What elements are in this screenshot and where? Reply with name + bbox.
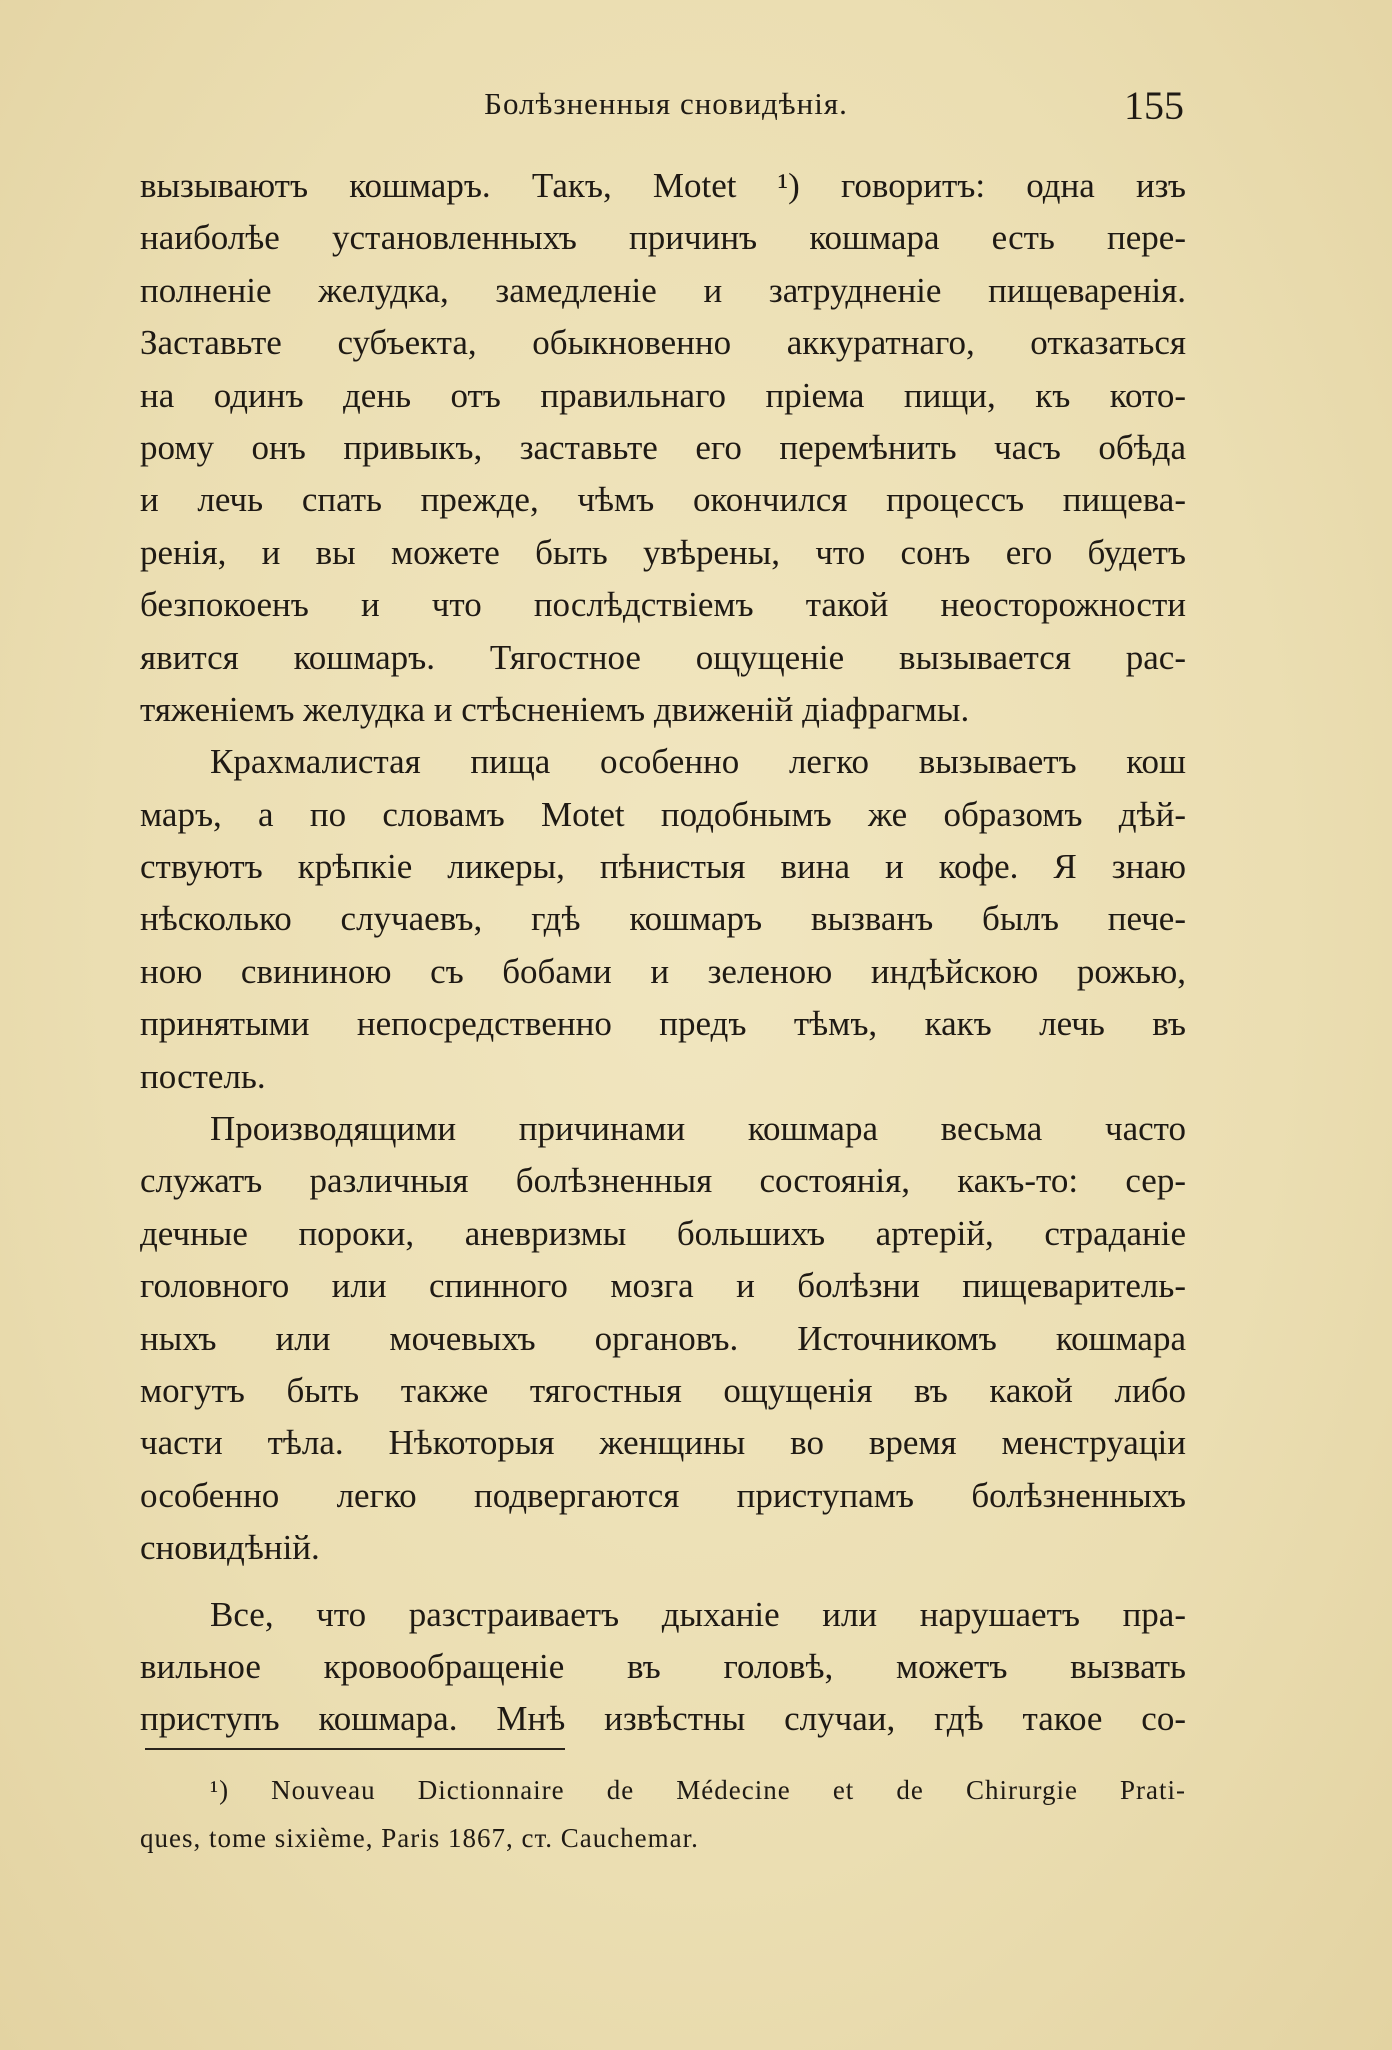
page-number: 155 bbox=[1124, 83, 1184, 128]
text-line: Все, что разстраиваетъ дыханіе или нарушаетъ пра- bbox=[210, 1594, 1186, 1634]
text-line: полненіе желудка, замедленіе и затрудненіе пищеваренія. bbox=[140, 270, 1186, 310]
text-line: особенно легко подвергаются приступамъ болѣзненныхъ bbox=[140, 1475, 1186, 1515]
footnote-line: ¹) Nouveau Dictionnaire de Médecine et de Chirurgie Prati- bbox=[210, 1775, 1186, 1805]
text-line: Крахмалистая пища особенно легко вызываетъ кош bbox=[210, 742, 1186, 782]
text-line: Заставьте субъекта, обыкновенно аккуратнаго, отказаться bbox=[140, 323, 1186, 363]
text-line: дечные пороки, аневризмы большихъ артерій, страданіе bbox=[140, 1213, 1186, 1253]
footnote-line: ques, tome sixième, Paris 1867, ст. Cauchemar. bbox=[140, 1823, 699, 1853]
text-line: принятыми непосредственно предъ тѣмъ, какъ лечь въ bbox=[140, 1004, 1186, 1044]
text-line: могутъ быть также тягостныя ощущенія въ какой либо bbox=[140, 1370, 1186, 1410]
text-line: нѣсколько случаевъ, гдѣ кошмаръ вызванъ былъ пече- bbox=[140, 899, 1186, 939]
text-line: безпокоенъ и что послѣдствіемъ такой неосторожности bbox=[140, 585, 1186, 625]
text-line: сновидѣній. bbox=[140, 1528, 320, 1568]
running-title: Болѣзненныя сновидѣнія. bbox=[484, 86, 848, 121]
text-line: части тѣла. Нѣкоторыя женщины во время менструаціи bbox=[140, 1423, 1186, 1463]
text-line: рому онъ привыкъ, заставьте его перемѣнить часъ обѣда bbox=[140, 427, 1186, 467]
text-line: приступъ кошмара. Мнѣ извѣстны случаи, гдѣ такое со- bbox=[140, 1699, 1186, 1739]
text-line: на одинъ день отъ правильнаго пріема пищи, къ кото- bbox=[140, 375, 1186, 415]
text-line: головного или спинного мозга и болѣзни пищеваритель- bbox=[140, 1266, 1186, 1306]
text-line: наиболѣе установленныхъ причинъ кошмара есть пере- bbox=[140, 218, 1186, 258]
paragraph-gap bbox=[140, 1575, 1186, 1589]
running-head bbox=[148, 82, 1184, 132]
text-line: вызываютъ кошмаръ. Такъ, Motet ¹) говоритъ: одна изъ bbox=[140, 166, 1186, 205]
text-line: явится кошмаръ. Тягостное ощущеніе вызывается рас- bbox=[140, 637, 1186, 677]
text-line: тяженіемъ желудка и стѣсненіемъ движеній діафрагмы. bbox=[140, 689, 970, 729]
text-line: ною свининою съ бобами и зеленою индѣйскою рожью, bbox=[140, 951, 1186, 991]
text-line: маръ, а по словамъ Motet подобнымъ же образомъ дѣй- bbox=[140, 794, 1186, 834]
text-line: служатъ различныя болѣзненныя состоянія, какъ-то: сер- bbox=[140, 1161, 1186, 1201]
footnote bbox=[140, 1766, 1186, 1862]
text-line: Производящими причинами кошмара весьма часто bbox=[210, 1109, 1186, 1149]
text-line: вильное кровообращеніе въ головѣ, можетъ вызвать bbox=[140, 1646, 1186, 1686]
text-line: и лечь спать прежде, чѣмъ окончился процессъ пищева- bbox=[140, 480, 1186, 520]
text-line: ренія, и вы можете быть увѣрены, что сонъ его будетъ bbox=[140, 532, 1186, 572]
body-text bbox=[140, 160, 1186, 1746]
text-line: ныхъ или мочевыхъ органовъ. Источникомъ кошмара bbox=[140, 1318, 1186, 1358]
text-line: постель. bbox=[140, 1056, 266, 1096]
footnote-divider bbox=[145, 1748, 565, 1750]
text-line: ствуютъ крѣпкіе ликеры, пѣнистыя вина и кофе. Я знаю bbox=[140, 847, 1186, 887]
